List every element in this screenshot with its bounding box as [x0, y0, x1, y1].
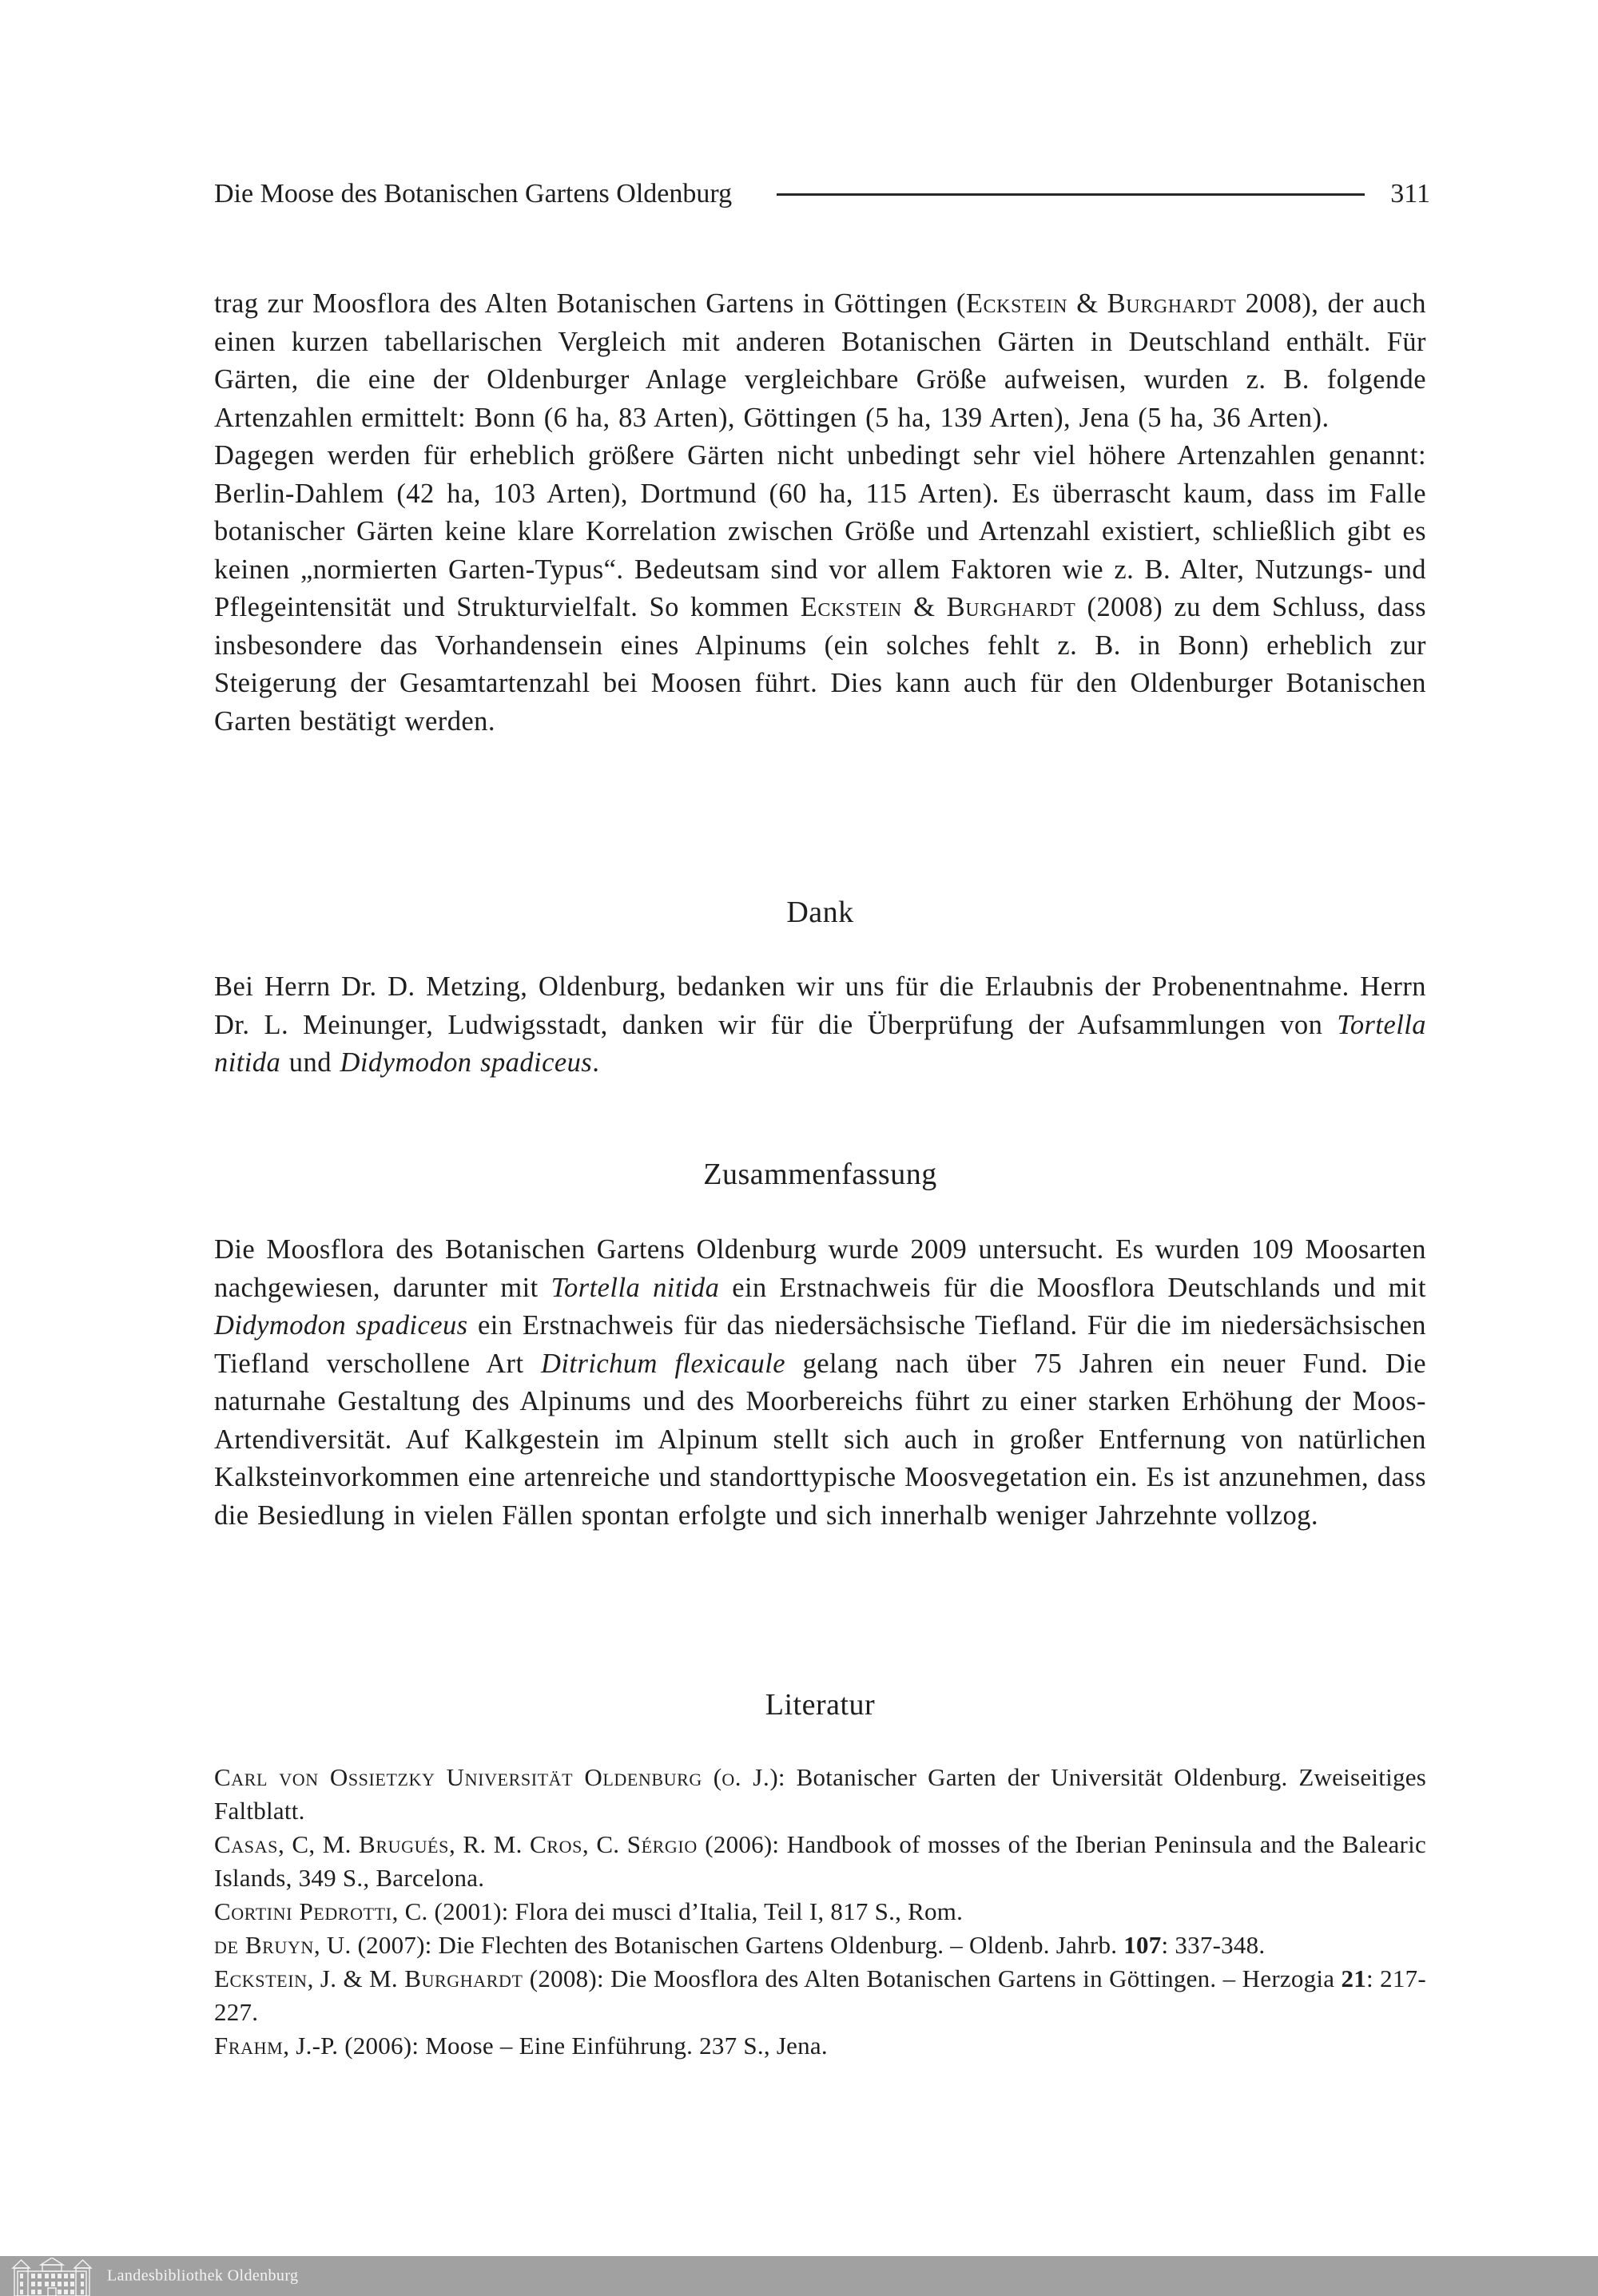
library-footer-bar — [0, 2256, 1598, 2296]
library-footer-label: Landesbibliothek Oldenburg — [107, 2266, 299, 2285]
running-header — [214, 179, 1430, 209]
library-building-icon — [6, 2258, 97, 2296]
running-title: Die Moose des Botanischen Gartens Oldenburg — [214, 179, 733, 209]
reference-list — [214, 1761, 1426, 2063]
paragraph: Bei Herrn Dr. D. Metzing, Oldenburg, bedanken wir uns für die Erlaubnis der Probenentnahme. Herrn Dr. L. Meinunger, Ludwigsstadt, danken wir für die Überprüfung der Aufsammlungen von Tortella nitida und Didymodon spadiceus. — [214, 971, 1426, 1078]
page-number: 311 — [1390, 179, 1430, 209]
body-paragraph-block — [214, 285, 1426, 741]
header-rule — [777, 193, 1365, 196]
section-heading-zusammenfassung: Zusammenfassung — [703, 1158, 937, 1191]
section-heading-dank: Dank — [786, 896, 854, 929]
reference-item: Carl von Ossietzky Universität Oldenburg (o. J.): Botanischer Garten der Universität Oldenburg. Zweiseitiges Faltblatt. — [214, 1763, 1427, 1825]
paragraph: Dagegen werden für erheblich größere Gärten nicht unbedingt sehr viel höhere Artenzahlen genannt: Berlin-Dahlem (42 ha, 103 Arten), Dortmund (60 ha, 115 Arten). Es überrascht kaum, dass im Falle botanischer Gärten keine klare Korrelation zwischen Größe und Artenzahl existiert, schließlich gibt es keinen „normierten Garten-Typus“. Bedeutsam sind vor allem Faktoren wie z. B. Alter, Nutzungs- und Pflegeintensität und Strukturvielfalt. So kommen Eckstein & Burghardt (2008) zu dem Schluss, dass insbesondere das Vorhandensein eines Alpinums (ein solches fehlt z. B. in Bonn) erheblich zur Steigerung der Gesamtartenzahl bei Moosen führt. Dies kann auch für den Oldenburger Botanischen Garten bestätigt werden. — [214, 440, 1427, 737]
zusammenfassung-paragraph-block — [214, 1231, 1426, 1535]
reference-item: Frahm, J.-P. (2006): Moose – Eine Einführung. 237 S., Jena. — [214, 2032, 828, 2060]
paragraph: Die Moosflora des Botanischen Gartens Oldenburg wurde 2009 untersucht. Es wurden 109 Moosarten nachgewiesen, darunter mit Tortella nitida ein Erstnachweis für die Moosflora Deutschlands und mit Didymodon spadiceus ein Erstnachweis für das niedersächsische Tiefland. Für die im niedersächsischen Tiefland verschollene Art Ditrichum flexicaule gelang nach über 75 Jahren ein neuer Fund. Die naturnahe Gestaltung des Alpinums und des Moorbereichs führt zu einer starken Erhöhung der Moos-Artendiversität. Auf Kalkgestein im Alpinum stellt sich auch in großer Entfernung von natürlichen Kalksteinvorkommen eine artenreiche und standorttypische Moosvegetation ein. Es ist anzunehmen, dass die Besiedlung in vielen Fällen spontan erfolgte und sich innerhalb weniger Jahrzehnte vollzog. — [214, 1234, 1426, 1531]
paragraph-continued: trag zur Moosflora des Alten Botanischen Gartens in Göttingen (Eckstein & Burghardt 2008), der auch einen kurzen tabellarischen Vergleich mit anderen Botanischen Gärten in Deutschland enthält. Für Gärten, die eine der Oldenburger Anlage vergleichbare Größe aufweisen, wurden z. B. folgende Artenzahlen ermittelt: Bonn (6 ha, 83 Arten), Göttingen (5 ha, 139 Arten), Jena (5 ha, 36 Arten). — [214, 288, 1426, 433]
reference-item: Eckstein, J. & M. Burghardt (2008): Die Moosflora des Alten Botanischen Gartens in Göttingen. – Herzogia 21: 217-227. — [214, 1964, 1427, 2026]
reference-item: Cortini Pedrotti, C. (2001): Flora dei musci d’Italia, Teil I, 817 S., Rom. — [214, 1897, 964, 1925]
section-heading-literatur: Literatur — [765, 1688, 876, 1722]
reference-item: Casas, C, M. Brugués, R. M. Cros, C. Sérgio (2006): Handbook of mosses of the Iberian Peninsula and the Balearic Islands, 349 S., Barcelona. — [214, 1830, 1427, 1892]
dank-paragraph-block — [214, 968, 1426, 1082]
reference-item: de Bruyn, U. (2007): Die Flechten des Botanischen Gartens Oldenburg. – Oldenb. Jahrb. 107: 337-348. — [214, 1931, 1266, 1959]
